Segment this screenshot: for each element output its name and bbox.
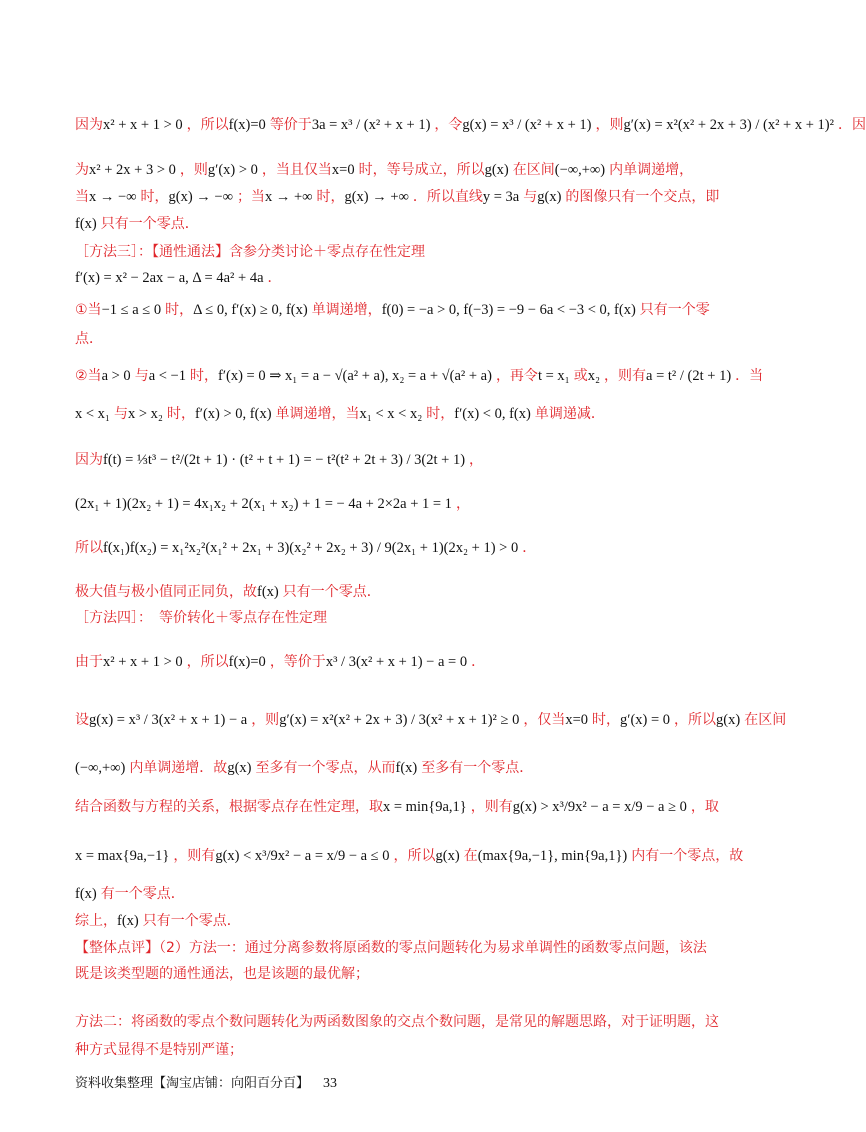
math-expression: x > x₂ <box>127 406 163 422</box>
math-expression: t = x₁ <box>537 368 570 384</box>
text-line <box>75 608 725 628</box>
text-segment: ，仅当 <box>523 712 566 728</box>
text-line <box>75 964 725 984</box>
text-line <box>75 911 725 931</box>
math-expression: x < x₁ <box>75 406 110 422</box>
text-segment: ；当 <box>236 189 265 205</box>
text-segment: ②当 <box>75 368 102 384</box>
math-expression: x → −∞ <box>89 189 137 205</box>
text-segment: 因为 <box>75 117 103 133</box>
text-segment: 在区间 <box>512 162 555 178</box>
math-expression: a > 0 <box>101 368 131 384</box>
math-expression: f′(x) < 0, f(x) <box>454 406 531 422</box>
math-expression: x=0 <box>331 162 355 178</box>
text-line <box>75 450 725 470</box>
text-segment: ． <box>471 654 486 670</box>
text-segment: 单调递减． <box>534 406 605 422</box>
text-segment: 内单调递增．故 <box>129 760 228 776</box>
math-expression: f(t) = ⅓t³ − t²/(2t + 1) · (t² + t + 1) = − t²(t² + 2t + 3) / 3(2t + 1) <box>103 452 466 468</box>
text-line <box>75 214 725 234</box>
math-expression: g′(x) > 0 <box>207 162 258 178</box>
text-line <box>75 652 725 672</box>
page-number: 33 <box>323 1076 338 1091</box>
text-segment: ，再令 <box>495 368 538 384</box>
text-line <box>75 366 764 386</box>
text-segment: 至多有一个零点． <box>421 760 534 776</box>
text-segment: 结合函数与方程的关系，根据零点存在性定理，取 <box>75 799 383 815</box>
math-expression: x² + 2x + 3 > 0 <box>89 162 176 178</box>
math-expression: x₂ <box>587 368 601 384</box>
text-line <box>75 329 725 349</box>
math-expression: Δ ≤ 0, f′(x) ≥ 0, f(x) <box>193 302 308 318</box>
text-segment: ，所以 <box>186 654 229 670</box>
text-segment: 只有一个零点． <box>142 913 241 929</box>
math-expression: f′(x) = x² − 2ax − a, Δ = 4a² + 4a <box>75 270 264 286</box>
text-segment: ， <box>455 496 470 512</box>
text-segment: 时， <box>165 302 194 318</box>
text-segment: ， <box>469 452 484 468</box>
math-expression: (−∞,+∞) <box>554 162 606 178</box>
text-segment: 综上， <box>75 913 117 929</box>
text-segment: 单调递增，当 <box>275 406 360 422</box>
text-segment: 只有一个零点． <box>100 216 199 232</box>
text-line <box>75 187 725 207</box>
text-segment: ，则 <box>179 162 208 178</box>
math-expression: a = t² / (2t + 1) <box>646 368 732 384</box>
text-segment: 与 <box>523 189 538 205</box>
text-segment: ．所以直线 <box>412 189 483 205</box>
text-line <box>75 242 725 262</box>
math-expression: g(x) <box>484 162 509 178</box>
math-expression: x₁ < x < x₂ <box>359 406 423 422</box>
text-segment: 由于 <box>75 654 103 670</box>
text-segment: ［方法三］：【通性通法】含参分类讨论＋零点存在性定理 <box>75 244 425 260</box>
text-segment: ，所以 <box>393 848 436 864</box>
text-line <box>75 938 725 958</box>
text-segment: 只有一个零 <box>639 302 710 318</box>
math-expression: f(x)=0 <box>228 654 266 670</box>
text-segment: 时， <box>426 406 455 422</box>
math-expression: f(x) <box>395 760 418 776</box>
text-line <box>75 797 725 817</box>
math-expression: g(x) = x³ / 3(x² + x + 1) − a <box>89 712 248 728</box>
text-segment: 有一个零点． <box>100 886 185 902</box>
text-segment: 时， <box>592 712 621 728</box>
text-segment: 的图像只有一个交点，即 <box>565 189 720 205</box>
math-expression: (−∞,+∞) <box>75 760 126 776</box>
footer-source: 资料收集整理【淘宝店铺：向阳百分百】 <box>75 1076 310 1091</box>
text-line <box>75 404 725 424</box>
text-line <box>75 1012 725 1032</box>
math-expression: g(x) <box>435 848 460 864</box>
text-segment: 内单调递增， <box>609 162 694 178</box>
math-expression: a < −1 <box>148 368 186 384</box>
text-segment: ． <box>522 540 537 556</box>
text-segment: 时，等号成立，所以 <box>358 162 485 178</box>
math-expression: x=0 <box>565 712 589 728</box>
text-segment: ，则有 <box>173 848 216 864</box>
text-segment: 【整体点评】（2）方法一：通过分离参数将原函数的零点问题转化为易求单调性的函数零点问题，该法 <box>75 940 707 956</box>
text-segment: 当 <box>75 189 89 205</box>
text-segment: ，则 <box>595 117 624 133</box>
math-expression: g′(x) = 0 <box>620 712 671 728</box>
text-segment: 点． <box>75 331 103 347</box>
text-segment: 种方式显得不是特别严谨； <box>75 1042 243 1058</box>
math-expression: g(x) → +∞ <box>344 189 409 205</box>
text-segment: ［方法四］： 等价转化＋零点存在性定理 <box>75 610 327 626</box>
text-segment: 等价于 <box>269 117 312 133</box>
text-line <box>75 1040 725 1060</box>
math-expression: (2x₁ + 1)(2x₂ + 1) = 4x₁x₂ + 2(x₁ + x₂) + 1 = − 4a + 2×2a + 1 = 1 <box>75 496 452 512</box>
text-segment: ，所以 <box>674 712 717 728</box>
text-segment: ，令 <box>434 117 463 133</box>
math-expression: x² + x + 1 > 0 <box>103 117 183 133</box>
math-expression: g(x) <box>716 712 741 728</box>
math-expression: x³ / 3(x² + x + 1) − a = 0 <box>325 654 468 670</box>
text-line <box>75 115 866 135</box>
text-line <box>75 494 725 514</box>
math-expression: g′(x) = x²(x² + 2x + 3) / 3(x² + x + 1)² ≥ 0 <box>279 712 520 728</box>
math-expression: −1 ≤ a ≤ 0 <box>101 302 162 318</box>
text-segment: 极大值与极小值同正同负，故 <box>75 584 257 600</box>
math-expression: 3a = x³ / (x² + x + 1) <box>311 117 431 133</box>
text-segment: ，取 <box>690 799 719 815</box>
math-expression: g(x) → −∞ <box>168 189 233 205</box>
math-expression: g′(x) = x²(x² + 2x + 3) / (x² + x + 1)² <box>623 117 834 133</box>
text-segment: 设 <box>75 712 89 728</box>
math-expression: f(x) <box>75 886 97 902</box>
math-expression: f(x) <box>257 584 279 600</box>
text-segment: ．当 <box>735 368 764 384</box>
math-expression: g(x) <box>537 189 562 205</box>
math-expression: x → +∞ <box>264 189 313 205</box>
text-segment: 时， <box>140 189 169 205</box>
text-segment: 在区间 <box>744 712 787 728</box>
math-expression: g(x) = x³ / (x² + x + 1) <box>462 117 592 133</box>
text-line <box>75 300 725 320</box>
text-segment: 只有一个零点． <box>282 584 381 600</box>
text-line <box>75 710 787 730</box>
math-expression: f(x₁)f(x₂) = x₁²x₂²(x₁² + 2x₁ + 3)(x₂² + 2x₂ + 3) / 9(2x₁ + 1)(2x₂ + 1) > 0 <box>103 540 519 556</box>
math-expression: g(x) < x³/9x² − a = x/9 − a ≤ 0 <box>215 848 390 864</box>
text-segment: ①当 <box>75 302 102 318</box>
math-expression: f(x)=0 <box>228 117 266 133</box>
text-segment: 与 <box>134 368 149 384</box>
math-expression: g(x) <box>227 760 252 776</box>
text-segment: 因为 <box>75 452 103 468</box>
text-segment: 单调递增， <box>311 302 382 318</box>
math-expression: f(x) <box>75 216 97 232</box>
text-segment: 与 <box>113 406 128 422</box>
text-segment: 内有一个零点，故 <box>631 848 744 864</box>
text-segment: 方法二：将函数的零点个数问题转化为两函数图象的交点个数问题，是常见的解题思路，对于证明题，这 <box>75 1014 719 1030</box>
text-segment: ，所以 <box>186 117 229 133</box>
text-segment: 既是该类型题的通性通法，也是该题的最优解； <box>75 966 369 982</box>
math-expression: f(0) = −a > 0, f(−3) = −9 − 6a < −3 < 0, f(x) <box>381 302 636 318</box>
text-line <box>75 268 725 288</box>
text-segment: ，则有 <box>604 368 647 384</box>
text-line <box>75 846 744 866</box>
math-expression: f′(x) > 0, f(x) <box>194 406 272 422</box>
math-expression: x = min{9a,1} <box>383 799 467 815</box>
text-segment: 在 <box>463 848 478 864</box>
text-line <box>75 582 725 602</box>
math-expression: g(x) > x³/9x² − a = x/9 − a ≥ 0 <box>512 799 687 815</box>
text-segment: 所以 <box>75 540 103 556</box>
text-segment: 或 <box>573 368 588 384</box>
text-segment: 时， <box>189 368 218 384</box>
math-expression: f(x) <box>117 913 139 929</box>
text-segment: ，等价于 <box>269 654 326 670</box>
text-segment: ，则有 <box>470 799 513 815</box>
text-line <box>75 538 725 558</box>
math-expression: (max{9a,−1}, min{9a,1}) <box>477 848 628 864</box>
text-segment: 时， <box>166 406 195 422</box>
math-expression: f′(x) = 0 ⇒ x₁ = a − √(a² + a), x₂ = a + √(a² + a) <box>217 368 492 384</box>
page-footer <box>75 1072 337 1092</box>
math-expression: x = max{9a,−1} <box>75 848 170 864</box>
math-expression: y = 3a <box>482 189 520 205</box>
text-line <box>75 884 725 904</box>
text-line <box>75 160 725 180</box>
text-segment: 为 <box>75 162 89 178</box>
text-segment: ． <box>267 270 282 286</box>
text-segment: 至多有一个零点，从而 <box>255 760 396 776</box>
text-segment: ，则 <box>251 712 280 728</box>
text-segment: ．因 <box>837 117 866 133</box>
math-expression: x² + x + 1 > 0 <box>103 654 183 670</box>
text-segment: ，当且仅当 <box>261 162 332 178</box>
text-segment: 时， <box>316 189 345 205</box>
text-line <box>75 758 725 778</box>
